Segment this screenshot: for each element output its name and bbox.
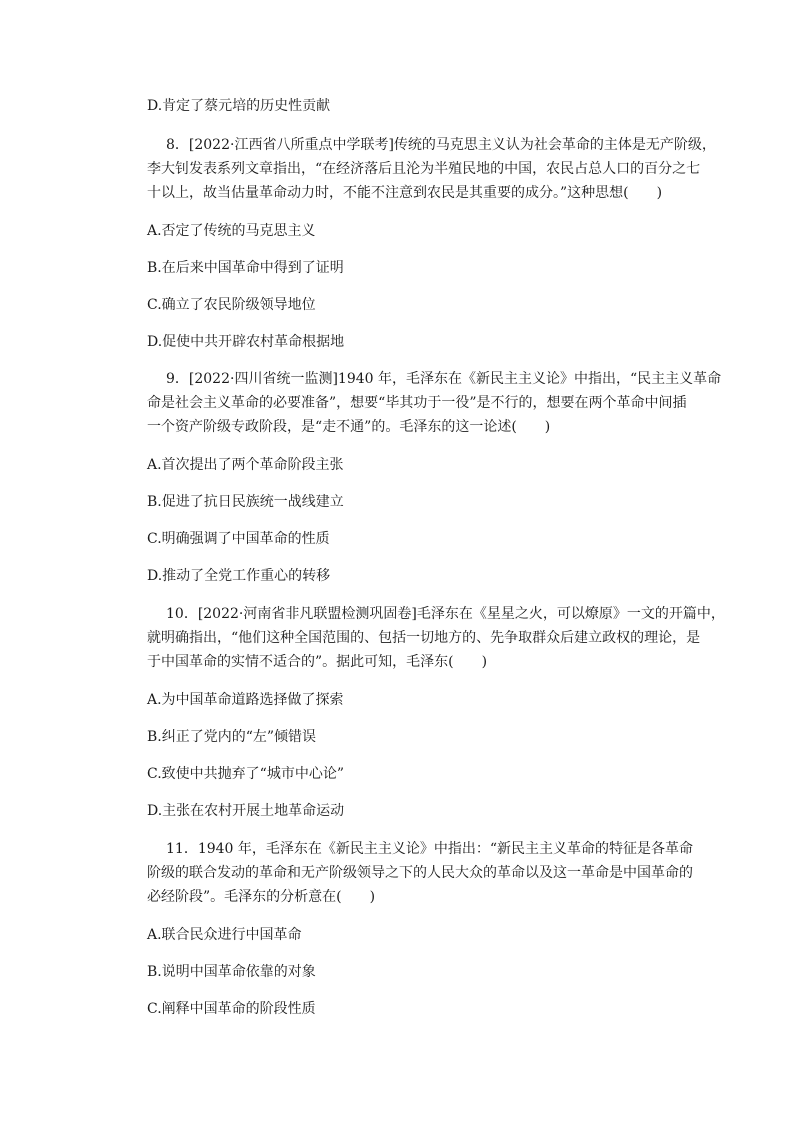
q10-stem-line-3: 于中国革命的实情不适合的”。据此可知，毛泽东( ) [147,654,488,670]
q8-option-a: A.否定了传统的马克思主义 [147,223,316,239]
q11-stem-line-1: 11．1940 年，毛泽东在《新民主主义论》中指出：“新民主主义革命的特征是各革命 [166,841,694,857]
q9-stem-line-3: 一个资产阶级专政阶段，是“走不通”的。毛泽东的这一论述( ) [147,419,551,435]
q8-option-d: D.促使中共开辟农村革命根据地 [147,334,345,350]
q10-option-a: A.为中国革命道路选择做了探索 [147,692,344,708]
q11-option-c: C.阐释中国革命的阶段性质 [147,1001,316,1017]
q9-stem-line-1: 9．[2022·四川省统一监测]1940 年，毛泽东在《新民主主义论》中指出，“民主主义革命 [166,371,722,387]
prev-option-d: D.肯定了蔡元培的历史性贡献 [147,98,331,114]
q11-stem-line-3: 必经阶段”。毛泽东的分析意在( ) [147,889,376,905]
q10-option-b: B.纠正了党内的“左”倾错误 [147,729,317,745]
q9-option-b: B.促进了抗日民族统一战线建立 [147,494,344,510]
q8-stem-line-1: 8．[2022·江西省八所重点中学联考]传统的马克思主义认为社会革命的主体是无产阶级， [166,137,716,153]
q9-option-a: A.首次提出了两个革命阶段主张 [147,457,344,473]
q10-option-d: D.主张在农村开展土地革命运动 [147,803,345,819]
q8-option-b: B.在后来中国革命中得到了证明 [147,260,344,276]
q8-option-c: C.确立了农民阶级领导地位 [147,297,316,313]
q11-option-b: B.说明中国革命依靠的对象 [147,964,316,980]
q11-option-a: A.联合民众进行中国革命 [147,927,302,943]
q10-stem-line-2: 就明确指出，“他们这种全国范围的、包括一切地方的、先争取群众后建立政权的理论，是 [147,630,701,646]
q9-stem-line-2: 命是社会主义革命的必要准备”，想要“毕其功于一役”是不行的，想要在两个革命中间插 [147,395,687,411]
q10-option-c: C.致使中共抛弃了“城市中心论” [147,766,344,782]
q8-stem-line-3: 十以上，故当估量革命动力时，不能不注意到农民是其重要的成分。”这种思想( ) [147,185,663,201]
q11-stem-line-2: 阶级的联合发动的革命和无产阶级领导之下的人民大众的革命以及这一革命是中国革命的 [147,865,693,881]
q8-stem-line-2: 李大钊发表系列文章指出，“在经济落后且沦为半殖民地的中国，农民占总人口的百分之七 [147,161,701,177]
q10-stem-line-1: 10．[2022·河南省非凡联盟检测巩固卷]毛泽东在《星星之火，可以燎原》一文的开篇中， [166,606,725,622]
q9-option-d: D.推动了全党工作重心的转移 [147,568,331,584]
q9-option-c: C.明确强调了中国革命的性质 [147,531,330,547]
